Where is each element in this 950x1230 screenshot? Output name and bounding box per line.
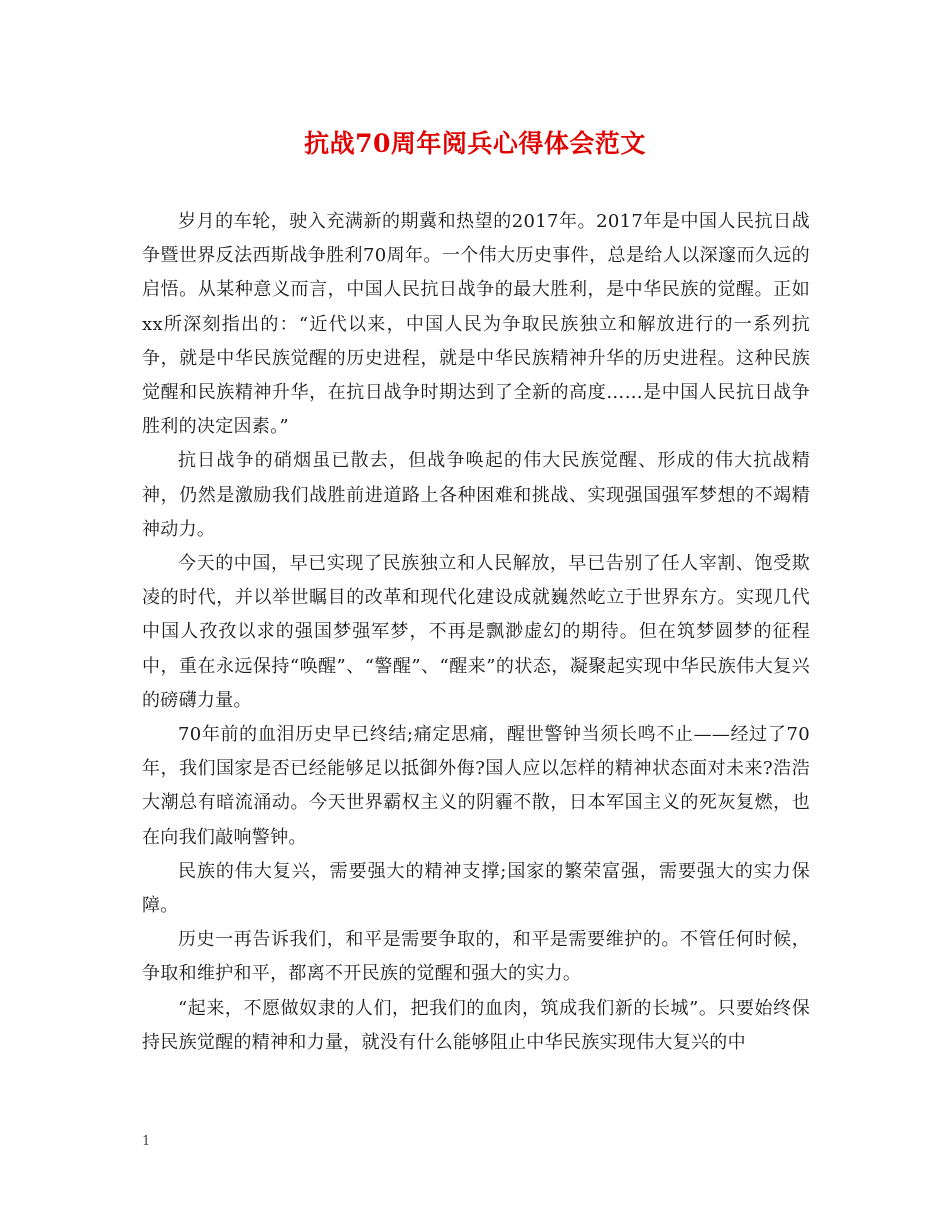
paragraph-4: 70年前的血泪历史早已终结;痛定思痛，醒世警钟当须长鸣不止——经过了70年，我们国家是否已经能够足以抵御外侮?国人应以怎样的精神状态面对未来?浩浩大潮总有暗流涌动。今天世界霸权主义的阴霾不散，日本军国主义的死灰复燃，也在向我们敲响警钟。 — [142, 724, 810, 848]
paragraph-3: 今天的中国，早已实现了民族独立和人民解放，早已告别了任人宰割、饱受欺凌的时代，并以举世瞩目的改革和现代化建设成就巍然屹立于世界东方。实现几代中国人孜孜以求的强国梦强军梦，不再是飘渺虚幻的期待。但在筑梦圆梦的征程中，重在永远保持“唤醒”、“警醒”、“醒来”的状态，凝聚起实现中华民族伟大复兴的磅礴力量。 — [142, 553, 810, 711]
page-number: 1 — [142, 1134, 151, 1149]
paragraph-1: 岁月的车轮，驶入充满新的期冀和热望的2017年。2017年是中国人民抗日战争暨世界反法西斯战争胜利70周年。一个伟大历史事件，总是给人以深邃而久远的启悟。从某种意义而言，中国人民抗日战争的最大胜利，是中华民族的觉醒。正如xx所深刻指出的：“近代以来，中国人民为争取民族独立和解放进行的一系列抗争，就是中华民族觉醒的历史进程，就是中华民族精神升华的历史进程。这种民族觉醒和民族精神升华，在抗日战争时期达到了全新的高度……是中国人民抗日战争胜利的决定因素。” — [142, 211, 810, 438]
paragraph-5: 民族的伟大复兴，需要强大的精神支撑;国家的繁荣富强，需要强大的实力保障。 — [142, 860, 810, 917]
paragraph-7: “起来，不愿做奴隶的人们，把我们的血肉，筑成我们新的长城”。只要始终保持民族觉醒的精神和力量，就没有什么能够阻止中华民族实现伟大复兴的中 — [142, 997, 810, 1053]
paragraph-2: 抗日战争的硝烟虽已散去，但战争唤起的伟大民族觉醒、形成的伟大抗战精神，仍然是激励我们战胜前进道路上各种困难和挑战、实现强国强军梦想的不竭精神动力。 — [142, 450, 810, 540]
document-title: 抗战70周年阅兵心得体会范文 — [304, 129, 646, 158]
document-body — [142, 205, 810, 1060]
paragraph-6: 历史一再告诉我们，和平是需要争取的，和平是需要维护的。不管任何时候，争取和维护和平，都离不开民族的觉醒和强大的实力。 — [142, 929, 810, 985]
